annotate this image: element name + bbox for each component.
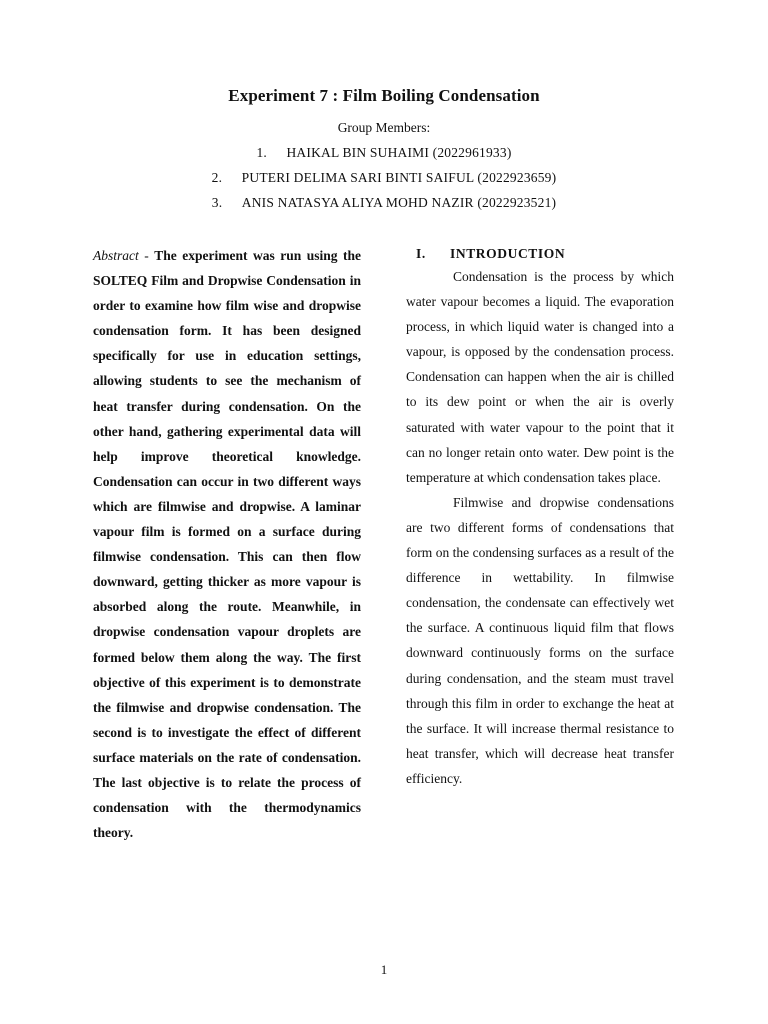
- section-title: INTRODUCTION: [450, 246, 566, 261]
- abstract-column: [93, 243, 361, 845]
- section-numeral: I.: [416, 246, 426, 261]
- abstract-label: Abstract: [93, 248, 139, 263]
- abstract-dash: -: [138, 248, 155, 263]
- member-3: [0, 195, 768, 211]
- member-name: PUTERI DELIMA SARI BINTI SAIFUL (2022923659): [241, 170, 557, 185]
- paper-title: Experiment 7 : Film Boiling Condensation: [228, 86, 540, 105]
- abstract-text: The experiment was run using the SOLTEQ Film and Dropwise Condensation in order to examine how film wise and dropwise condensation form. It has been designed specifically for use in education settings, allowing students to see the mechanism of heat transfer during condensation. On the other hand, gathering experimental data will help improve theoretical knowledge. Condensation can occur in two different ways which are filmwise and dropwise. A laminar vapour film is formed on a surface during filmwise condensation. This can then flow downward, getting thicker as more vapour is absorbed along the route. Meanwhile, in dropwise condensation vapour droplets are formed below them along the way. The first objective of this experiment is to demonstrate the filmwise and dropwise condensation. The second is to investigate the effect of different surface materials on the rate of condensation. The last objective is to relate the process of condensation with the thermodynamics theory.: [93, 248, 361, 841]
- member-1: [0, 145, 768, 161]
- intro-paragraph-1: Condensation is the process by which water vapour becomes a liquid. The evaporation process, in which liquid water is changed into a vapour, is opposed by the condensation process. Condensation can happen when the air is chilled to its dew point or when the air is overly saturated with water vapour to the point that it can no longer retain onto water. Dew point is the temperature at which condensation takes place.: [406, 269, 674, 485]
- member-name: HAIKAL BIN SUHAIMI (2022961933): [286, 145, 512, 160]
- member-name: ANIS NATASYA ALIYA MOHD NAZIR (2022923521): [241, 195, 557, 210]
- introduction-column: [406, 243, 674, 791]
- member-number: 3.: [211, 195, 223, 210]
- group-members-label: Group Members:: [337, 120, 431, 135]
- member-number: 1.: [256, 145, 267, 160]
- section-heading-introduction: [406, 243, 674, 264]
- member-2: [0, 170, 768, 186]
- intro-paragraph-2: Filmwise and dropwise condensations are two different forms of condensations that form on the condensing surfaces as a result of the difference in wettability. In filmwise condensation, the condensate can effectively wet the surface. A continuous liquid film that flows downward continuously forms on the surface during condensation, and the steam must travel through this film in order to exchange the heat at the surface. It will increase thermal resistance to heat transfer, which will decrease heat transfer efficiency.: [406, 494, 674, 786]
- page-number: 1: [380, 962, 388, 977]
- member-number: 2.: [211, 170, 223, 185]
